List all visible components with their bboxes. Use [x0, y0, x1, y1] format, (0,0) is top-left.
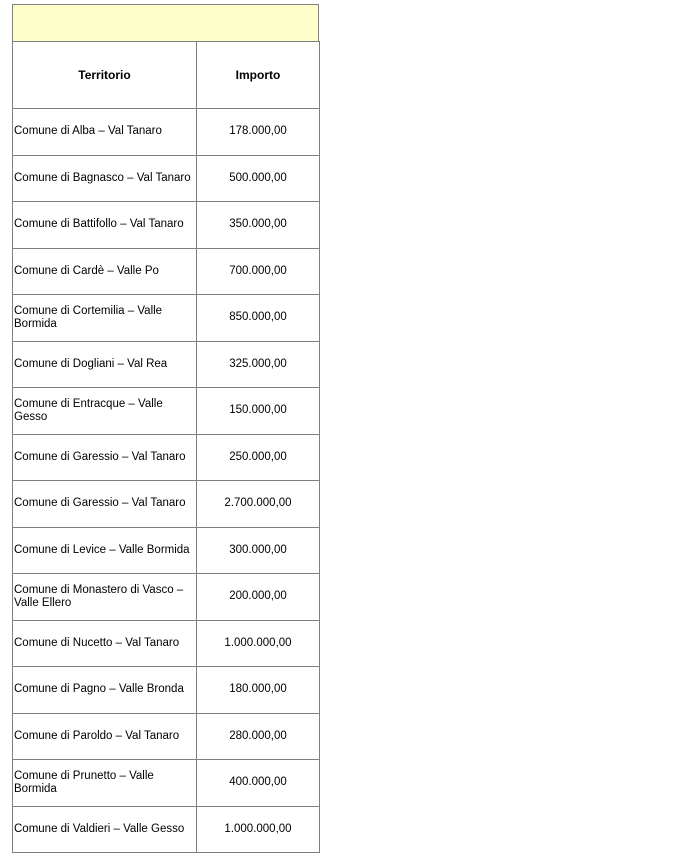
table-row — [13, 481, 320, 528]
table-row — [13, 760, 320, 807]
table-row — [13, 248, 320, 295]
table-row — [13, 388, 320, 435]
territorio-cell: Comune di Garessio – Val Tanaro — [13, 434, 197, 481]
importo-cell: 500.000,00 — [197, 155, 320, 202]
importo-cell: 200.000,00 — [197, 574, 320, 621]
territorio-cell: Comune di Pagno – Valle Bronda — [13, 667, 197, 714]
territorio-cell: Comune di Bagnasco – Val Tanaro — [13, 155, 197, 202]
importo-cell: 1.000.000,00 — [197, 806, 320, 853]
header-banner — [12, 4, 319, 41]
territorio-cell: Comune di Cardè – Valle Po — [13, 248, 197, 295]
table-row — [13, 155, 320, 202]
territorio-cell: Comune di Cortemilia – Valle Bormida — [13, 295, 197, 342]
territorio-cell: Comune di Valdieri – Valle Gesso — [13, 806, 197, 853]
territorio-cell: Comune di Levice – Valle Bormida — [13, 527, 197, 574]
importo-cell: 280.000,00 — [197, 713, 320, 760]
table-row — [13, 527, 320, 574]
importo-cell: 350.000,00 — [197, 202, 320, 249]
importo-cell: 180.000,00 — [197, 667, 320, 714]
table-row — [13, 667, 320, 714]
territorio-cell: Comune di Prunetto – Valle Bormida — [13, 760, 197, 807]
importo-cell: 178.000,00 — [197, 109, 320, 156]
importo-cell: 400.000,00 — [197, 760, 320, 807]
table-row — [13, 806, 320, 853]
territorio-cell: Comune di Garessio – Val Tanaro — [13, 481, 197, 528]
importo-cell: 850.000,00 — [197, 295, 320, 342]
importo-cell: 2.700.000,00 — [197, 481, 320, 528]
importo-cell: 300.000,00 — [197, 527, 320, 574]
territorio-cell: Comune di Dogliani – Val Rea — [13, 341, 197, 388]
importo-cell: 250.000,00 — [197, 434, 320, 481]
territorio-cell: Comune di Monastero di Vasco – Valle Ellero — [13, 574, 197, 621]
territorio-cell: Comune di Nucetto – Val Tanaro — [13, 620, 197, 667]
table-row — [13, 713, 320, 760]
table-row — [13, 434, 320, 481]
spreadsheet — [12, 4, 319, 853]
table-row — [13, 620, 320, 667]
importo-cell: 1.000.000,00 — [197, 620, 320, 667]
table-row — [13, 341, 320, 388]
territorio-cell: Comune di Paroldo – Val Tanaro — [13, 713, 197, 760]
territorio-cell: Comune di Entracque – Valle Gesso — [13, 388, 197, 435]
funding-table — [12, 41, 320, 853]
column-header-territorio: Territorio — [13, 42, 197, 109]
importo-cell: 325.000,00 — [197, 341, 320, 388]
importo-cell: 700.000,00 — [197, 248, 320, 295]
territorio-cell: Comune di Battifollo – Val Tanaro — [13, 202, 197, 249]
header-row — [13, 42, 320, 109]
table-row — [13, 109, 320, 156]
importo-cell: 150.000,00 — [197, 388, 320, 435]
table-row — [13, 295, 320, 342]
table-row — [13, 574, 320, 621]
territorio-cell: Comune di Alba – Val Tanaro — [13, 109, 197, 156]
column-header-importo: Importo — [197, 42, 320, 109]
table-row — [13, 202, 320, 249]
